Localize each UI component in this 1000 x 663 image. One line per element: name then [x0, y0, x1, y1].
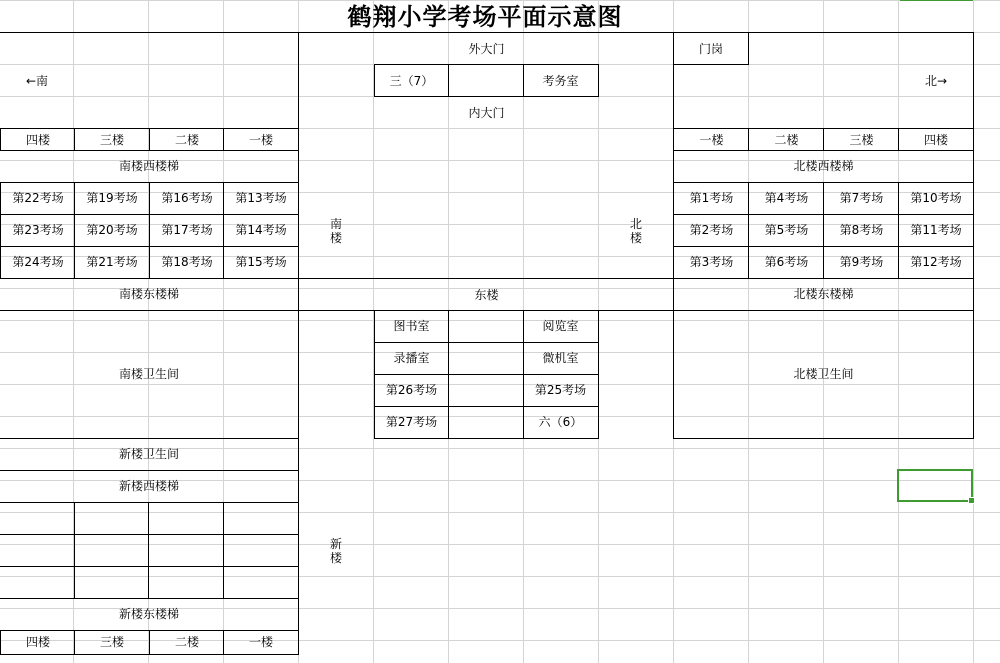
empty-room-cell[interactable] — [223, 502, 299, 535]
exam-room-cell[interactable]: 第24考场 — [0, 246, 75, 279]
empty-room-cell[interactable] — [223, 566, 299, 599]
exam-room-cell[interactable]: 第13考场 — [223, 182, 299, 215]
north-floor-header[interactable]: 四楼 — [898, 128, 974, 151]
outer-gate[interactable]: 外大门 — [299, 32, 674, 65]
exam-room-cell[interactable]: 第14考场 — [223, 214, 299, 247]
empty-room-cell[interactable] — [149, 534, 224, 567]
south-toilet[interactable]: 南楼卫生间 — [0, 310, 299, 439]
inner-gate[interactable]: 内大门 — [468, 106, 505, 120]
new-floor-header[interactable]: 二楼 — [149, 630, 224, 655]
right-divider — [673, 64, 674, 128]
east-building[interactable]: 东楼 — [299, 278, 674, 311]
exam-room-cell[interactable]: 第7考场 — [823, 182, 899, 215]
empty-room-cell[interactable] — [74, 534, 149, 567]
empty-room-cell[interactable] — [0, 566, 75, 599]
exam-room-cell[interactable]: 第27考场 — [374, 406, 449, 439]
exam-room-cell[interactable]: 第22考场 — [0, 182, 75, 215]
south-floor-header[interactable]: 三楼 — [74, 128, 149, 151]
exam-room-cell[interactable]: 第6考场 — [748, 246, 824, 279]
exam-room-cell[interactable]: 第21考场 — [74, 246, 149, 279]
new-building-vertical-label[interactable]: 新楼 — [329, 537, 342, 565]
empty-room-cell[interactable] — [149, 502, 224, 535]
south-floor-header[interactable]: 一楼 — [223, 128, 299, 151]
active-cell-selection[interactable] — [897, 469, 973, 502]
empty-room-cell[interactable] — [149, 566, 224, 599]
exam-room-cell[interactable]: 第12考场 — [898, 246, 974, 279]
library[interactable]: 图书室 — [374, 310, 449, 343]
recording-room[interactable]: 录播室 — [374, 342, 449, 375]
new-building-west-stairs[interactable]: 新楼西楼梯 — [0, 470, 299, 503]
left-divider — [298, 32, 299, 655]
exam-room-cell[interactable]: 第3考场 — [673, 246, 749, 279]
empty-center-cell[interactable] — [448, 342, 524, 375]
new-building-east-stairs[interactable]: 新楼东楼梯 — [0, 598, 299, 631]
exam-room-cell[interactable]: 第17考场 — [149, 214, 224, 247]
exam-room-cell[interactable]: 第20考场 — [74, 214, 149, 247]
north-west-stairs[interactable]: 北楼西楼梯 — [673, 150, 974, 183]
exam-room-cell[interactable]: 第9考场 — [823, 246, 899, 279]
south-east-stairs[interactable]: 南楼东楼梯 — [0, 278, 299, 311]
south-floor-header[interactable]: 四楼 — [0, 128, 75, 151]
room-six-6[interactable]: 六（6） — [523, 406, 599, 439]
fill-handle[interactable] — [968, 497, 975, 504]
exam-room-cell[interactable]: 第5考场 — [748, 214, 824, 247]
empty-room-cell[interactable] — [0, 534, 75, 567]
exam-room-cell[interactable]: 第15考场 — [223, 246, 299, 279]
empty-center-cell[interactable] — [448, 406, 524, 439]
exam-room-cell[interactable]: 第10考场 — [898, 182, 974, 215]
new-floor-header[interactable]: 一楼 — [223, 630, 299, 655]
empty-center-cell[interactable] — [448, 64, 524, 97]
north-floor-header[interactable]: 三楼 — [823, 128, 899, 151]
north-arrow-label[interactable]: 北→ — [924, 74, 948, 88]
south-building-vertical-label[interactable]: 南楼 — [329, 217, 342, 245]
room-three-7[interactable]: 三（7） — [374, 64, 449, 97]
guard-room[interactable]: 门岗 — [673, 32, 749, 65]
new-building-toilet[interactable]: 新楼卫生间 — [0, 438, 299, 471]
new-floor-header[interactable]: 三楼 — [74, 630, 149, 655]
exam-room-cell[interactable]: 第26考场 — [374, 374, 449, 407]
north-floor-header[interactable]: 一楼 — [673, 128, 749, 151]
exam-office[interactable]: 考务室 — [523, 64, 599, 97]
exam-room-cell[interactable]: 第23考场 — [0, 214, 75, 247]
north-toilet[interactable]: 北楼卫生间 — [673, 310, 974, 439]
exam-room-cell[interactable]: 第11考场 — [898, 214, 974, 247]
exam-room-cell[interactable]: 第18考场 — [149, 246, 224, 279]
top-border-left — [0, 32, 299, 33]
new-floor-header[interactable]: 四楼 — [0, 630, 75, 655]
exam-room-cell[interactable]: 第1考场 — [673, 182, 749, 215]
exam-room-cell[interactable]: 第8考场 — [823, 214, 899, 247]
empty-center-cell[interactable] — [448, 374, 524, 407]
north-east-stairs[interactable]: 北楼东楼梯 — [673, 278, 974, 311]
south-arrow-label[interactable]: ←南 — [25, 74, 49, 88]
exam-room-cell[interactable]: 第19考场 — [74, 182, 149, 215]
exam-room-cell[interactable]: 第2考场 — [673, 214, 749, 247]
exam-room-cell[interactable]: 第25考场 — [523, 374, 599, 407]
exam-room-cell[interactable]: 第16考场 — [149, 182, 224, 215]
empty-room-cell[interactable] — [74, 566, 149, 599]
reading-room[interactable]: 阅览室 — [523, 310, 599, 343]
north-building-vertical-label[interactable]: 北楼 — [629, 217, 642, 245]
empty-center-cell[interactable] — [448, 310, 524, 343]
empty-room-cell[interactable] — [74, 502, 149, 535]
north-floor-header[interactable]: 二楼 — [748, 128, 824, 151]
empty-room-cell[interactable] — [223, 534, 299, 567]
south-floor-header[interactable]: 二楼 — [149, 128, 224, 151]
column-header-highlight — [900, 0, 973, 1]
exam-room-cell[interactable]: 第4考场 — [748, 182, 824, 215]
south-west-stairs[interactable]: 南楼西楼梯 — [0, 150, 299, 183]
computer-room[interactable]: 微机室 — [523, 342, 599, 375]
empty-room-cell[interactable] — [0, 502, 75, 535]
sheet-title[interactable]: 鹤翔小学考场平面示意图 — [347, 2, 623, 31]
